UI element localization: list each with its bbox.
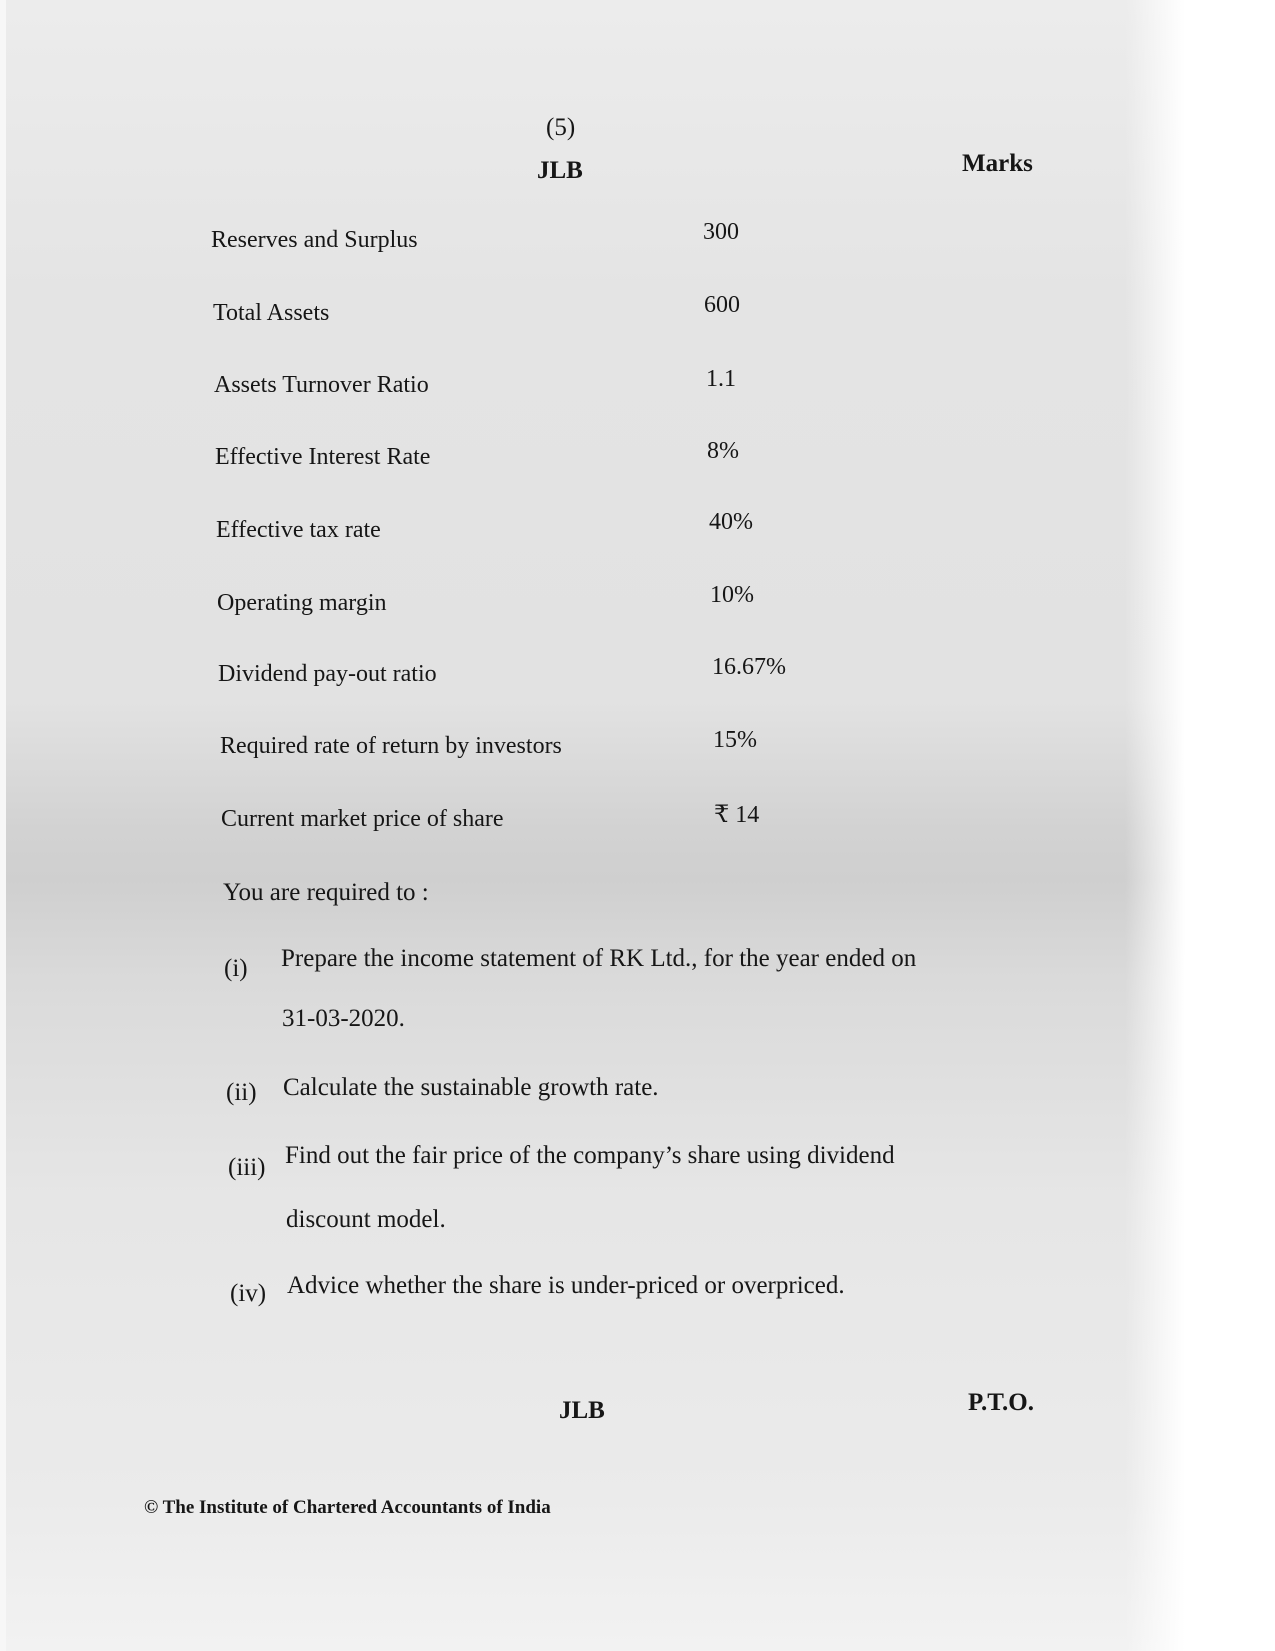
row-label: Total Assets <box>213 300 330 326</box>
question-intro: You are required to : <box>223 879 429 906</box>
row-value: 16.67% <box>712 654 786 680</box>
row-value: 40% <box>709 509 753 535</box>
question-number: (iv) <box>230 1280 267 1307</box>
page-number: (5) <box>546 114 576 141</box>
row-label: Required rate of return by investors <box>220 733 562 759</box>
row-label: Effective Interest Rate <box>215 444 431 470</box>
question-number: (ii) <box>226 1079 257 1106</box>
row-label: Dividend pay-out ratio <box>218 661 437 687</box>
question-text: Prepare the income statement of RK Ltd., for the year ended on <box>281 945 917 972</box>
row-label: Assets Turnover Ratio <box>214 372 429 398</box>
row-label: Reserves and Surplus <box>211 227 418 253</box>
row-label: Current market price of share <box>221 806 504 832</box>
row-value: ₹ 14 <box>714 802 760 828</box>
paper-code-footer: JLB <box>559 1397 605 1424</box>
question-text: Find out the fair price of the company’s share using dividend <box>285 1142 895 1169</box>
marks-label: Marks <box>962 150 1033 177</box>
scan-edge <box>0 0 6 1651</box>
row-label: Operating margin <box>217 590 387 616</box>
pto-label: P.T.O. <box>968 1389 1034 1416</box>
row-value: 15% <box>713 727 757 753</box>
row-value: 10% <box>710 582 754 608</box>
question-number: (i) <box>224 955 248 982</box>
question-text: Calculate the sustainable growth rate. <box>283 1074 659 1101</box>
row-label: Effective tax rate <box>216 517 381 543</box>
paper-code-header: JLB <box>537 157 583 184</box>
copyright-notice: © The Institute of Chartered Accountants of India <box>144 1497 551 1518</box>
row-value: 300 <box>703 219 739 245</box>
question-text-continued: discount model. <box>286 1206 446 1233</box>
question-number: (iii) <box>228 1154 266 1181</box>
row-value: 600 <box>704 292 740 318</box>
question-text: Advice whether the share is under-priced or overpriced. <box>287 1272 845 1299</box>
row-value: 1.1 <box>706 366 736 392</box>
page-margin <box>1125 0 1275 1651</box>
question-text-continued: 31-03-2020. <box>282 1005 405 1032</box>
row-value: 8% <box>707 438 739 464</box>
